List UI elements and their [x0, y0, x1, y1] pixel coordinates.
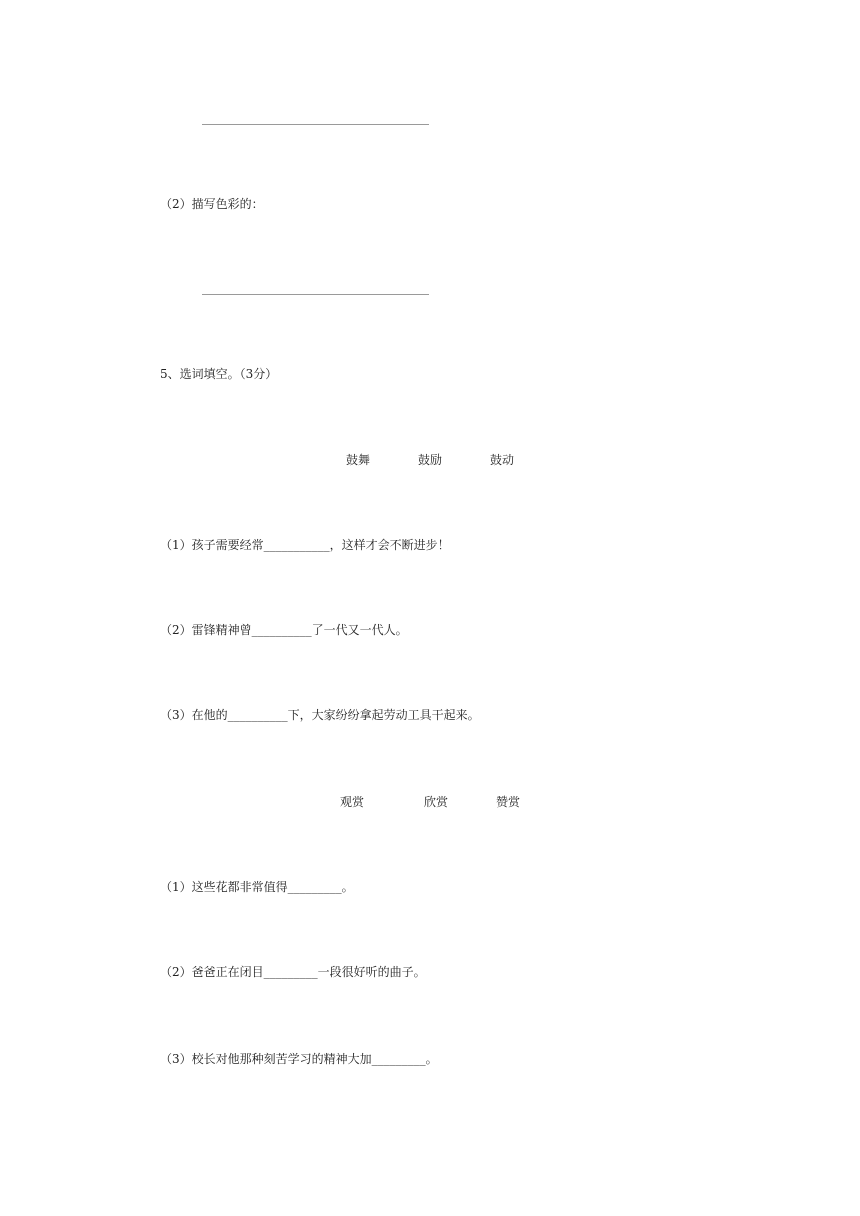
answer-line	[202, 124, 429, 125]
sub-question-label: （2）描写色彩的：	[160, 197, 264, 211]
word-option: 赞赏	[496, 795, 521, 809]
word-option: 欣赏	[424, 795, 449, 809]
fill-blank-sentence: （1）这些花都非常值得_________。	[160, 880, 354, 894]
word-option: 鼓舞	[346, 453, 371, 467]
fill-blank-sentence: （3）校长对他那种刻苦学习的精神大加_________。	[160, 1052, 438, 1066]
question-heading: 5、选词填空。（3分）	[160, 367, 278, 381]
word-option: 观赏	[340, 795, 365, 809]
fill-blank-sentence: （3）在他的__________下，大家纷纷拿起劳动工具干起来。	[160, 708, 480, 722]
word-option: 鼓励	[418, 453, 443, 467]
fill-blank-sentence: （2）爸爸正在闭目_________一段很好听的曲子。	[160, 965, 426, 979]
word-option: 鼓动	[490, 453, 515, 467]
fill-blank-sentence: （2）雷锋精神曾__________了一代又一代人。	[160, 623, 408, 637]
fill-blank-sentence: （1）孩子需要经常___________，这样才会不断进步！	[160, 538, 450, 552]
answer-line	[202, 294, 429, 295]
